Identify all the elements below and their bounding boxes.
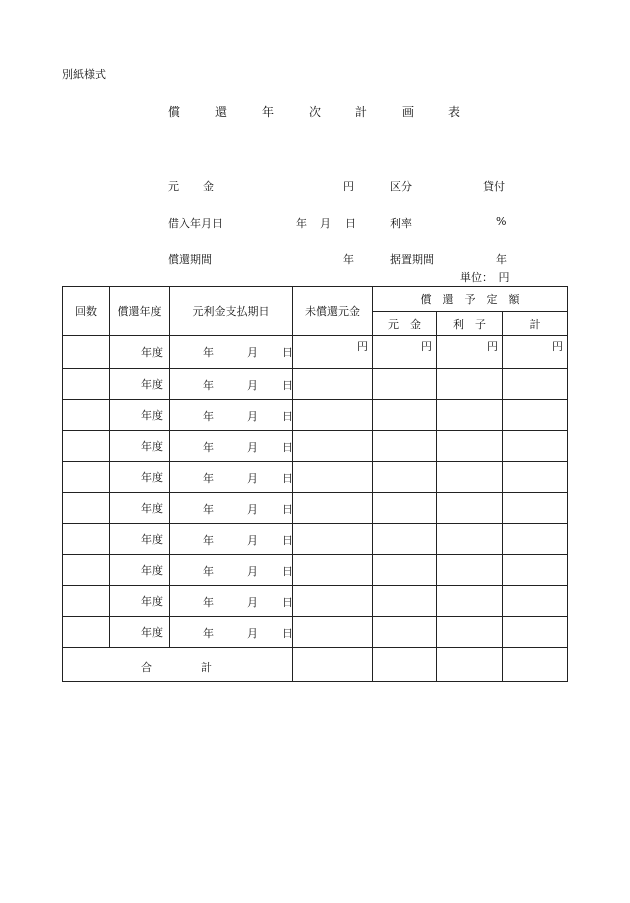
fiscal-year-cell bbox=[110, 617, 170, 648]
date-unit: 日 bbox=[282, 379, 293, 392]
date-unit: 月 bbox=[247, 627, 258, 640]
year-suffix: 年度 bbox=[141, 502, 163, 515]
total-label-char: 計 bbox=[201, 661, 212, 674]
outstanding-cell bbox=[293, 524, 373, 555]
header-fiscal-year: 償還年度 bbox=[110, 287, 170, 336]
principal-cell bbox=[373, 586, 437, 617]
rate-unit: % bbox=[496, 215, 507, 228]
outstanding-cell bbox=[293, 555, 373, 586]
fiscal-year-cell bbox=[110, 400, 170, 431]
pay-date-cell bbox=[170, 400, 293, 431]
interest-cell bbox=[437, 555, 503, 586]
header-count: 回数 bbox=[63, 287, 110, 336]
total-outstanding-cell bbox=[293, 648, 373, 682]
year-suffix: 年度 bbox=[141, 440, 163, 453]
interest-cell bbox=[437, 400, 503, 431]
year-suffix: 年度 bbox=[141, 595, 163, 608]
fiscal-year-cell bbox=[110, 493, 170, 524]
date-unit: 月 bbox=[247, 472, 258, 485]
pay-date-cell bbox=[170, 369, 293, 400]
outstanding-cell bbox=[293, 369, 373, 400]
date-unit: 日 bbox=[282, 441, 293, 454]
date-unit: 年 bbox=[203, 346, 214, 359]
category-value: 貸付 bbox=[483, 180, 505, 193]
date-unit: 年 bbox=[203, 410, 214, 423]
count-cell bbox=[63, 369, 110, 400]
pay-date-cell bbox=[170, 524, 293, 555]
pay-date-cell bbox=[170, 493, 293, 524]
table-row bbox=[63, 400, 568, 431]
header-pay-date: 元利金支払期日 bbox=[170, 287, 293, 336]
table-row bbox=[63, 336, 568, 369]
rate-label: 利率 bbox=[390, 217, 412, 230]
yen-unit: 円 bbox=[487, 340, 498, 353]
fiscal-year-cell bbox=[110, 524, 170, 555]
title-char: 次 bbox=[309, 105, 322, 119]
principal-cell bbox=[373, 400, 437, 431]
fiscal-year-cell bbox=[110, 586, 170, 617]
total-cell bbox=[503, 555, 568, 586]
yen-unit: 円 bbox=[357, 340, 368, 353]
year-suffix: 年度 bbox=[141, 533, 163, 546]
category-label: 区分 bbox=[390, 180, 412, 193]
date-unit: 日 bbox=[282, 503, 293, 516]
principal-label bbox=[168, 178, 179, 194]
interest-cell bbox=[437, 493, 503, 524]
date-unit: 日 bbox=[282, 627, 293, 640]
borrow-date-year: 年 bbox=[296, 217, 307, 230]
total-cell bbox=[503, 462, 568, 493]
count-cell bbox=[63, 462, 110, 493]
pay-date-cell bbox=[170, 462, 293, 493]
grace-unit: 年 bbox=[496, 253, 507, 266]
date-unit: 日 bbox=[282, 596, 293, 609]
date-unit: 年 bbox=[203, 627, 214, 640]
count-cell bbox=[63, 493, 110, 524]
document-title bbox=[0, 103, 630, 119]
title-char: 表 bbox=[448, 105, 461, 119]
table-row bbox=[63, 431, 568, 462]
count-cell bbox=[63, 555, 110, 586]
table-row bbox=[63, 586, 568, 617]
repayment-schedule-table bbox=[62, 286, 568, 682]
total-interest-cell bbox=[437, 648, 503, 682]
interest-cell bbox=[437, 586, 503, 617]
date-unit: 月 bbox=[247, 534, 258, 547]
date-unit: 年 bbox=[203, 503, 214, 516]
date-unit: 年 bbox=[203, 565, 214, 578]
date-unit: 年 bbox=[203, 534, 214, 547]
table-row bbox=[63, 493, 568, 524]
pay-date-cell bbox=[170, 586, 293, 617]
yen-unit: 円 bbox=[421, 340, 432, 353]
date-unit: 年 bbox=[203, 441, 214, 454]
total-cell bbox=[503, 493, 568, 524]
total-cell bbox=[503, 617, 568, 648]
date-unit: 日 bbox=[282, 472, 293, 485]
count-cell bbox=[63, 400, 110, 431]
total-cell bbox=[503, 431, 568, 462]
year-suffix: 年度 bbox=[141, 626, 163, 639]
total-sum-cell bbox=[503, 648, 568, 682]
principal-cell bbox=[373, 336, 437, 369]
table-row bbox=[63, 462, 568, 493]
principal-cell bbox=[373, 555, 437, 586]
date-unit: 月 bbox=[247, 503, 258, 516]
title-char: 計 bbox=[355, 105, 368, 119]
outstanding-cell bbox=[293, 462, 373, 493]
fiscal-year-cell bbox=[110, 462, 170, 493]
principal-cell bbox=[373, 617, 437, 648]
outstanding-cell bbox=[293, 617, 373, 648]
yen-unit: 円 bbox=[552, 340, 563, 353]
principal-cell bbox=[373, 431, 437, 462]
fiscal-year-cell bbox=[110, 431, 170, 462]
date-unit: 日 bbox=[282, 534, 293, 547]
interest-cell bbox=[437, 336, 503, 369]
date-unit: 月 bbox=[247, 565, 258, 578]
header-interest: 利 子 bbox=[437, 312, 503, 336]
year-suffix: 年度 bbox=[141, 471, 163, 484]
total-cell bbox=[503, 369, 568, 400]
count-cell bbox=[63, 336, 110, 369]
pay-date-cell bbox=[170, 555, 293, 586]
principal-cell bbox=[373, 369, 437, 400]
title-char: 還 bbox=[215, 105, 228, 119]
pay-date-cell bbox=[170, 617, 293, 648]
principal-label-char: 金 bbox=[203, 180, 214, 193]
table-row bbox=[63, 369, 568, 400]
principal-cell bbox=[373, 524, 437, 555]
date-unit: 年 bbox=[203, 472, 214, 485]
date-unit: 月 bbox=[247, 379, 258, 392]
date-unit: 年 bbox=[203, 379, 214, 392]
date-unit: 年 bbox=[203, 596, 214, 609]
header-principal: 元 金 bbox=[373, 312, 437, 336]
date-unit: 日 bbox=[282, 565, 293, 578]
pay-date-cell bbox=[170, 431, 293, 462]
outstanding-cell bbox=[293, 493, 373, 524]
total-cell bbox=[503, 524, 568, 555]
header-outstanding: 未償還元金 bbox=[293, 287, 373, 336]
date-unit: 月 bbox=[247, 441, 258, 454]
fiscal-year-cell bbox=[110, 369, 170, 400]
title-char: 画 bbox=[402, 105, 415, 119]
total-cell bbox=[503, 400, 568, 431]
period-unit: 年 bbox=[343, 253, 354, 266]
year-suffix: 年度 bbox=[141, 346, 163, 359]
date-unit: 月 bbox=[247, 410, 258, 423]
header-total: 計 bbox=[503, 312, 568, 336]
outstanding-cell bbox=[293, 586, 373, 617]
interest-cell bbox=[437, 617, 503, 648]
count-cell bbox=[63, 524, 110, 555]
count-cell bbox=[63, 586, 110, 617]
year-suffix: 年度 bbox=[141, 564, 163, 577]
unit-note: 単位： 円 bbox=[460, 271, 510, 284]
borrow-date-month: 月 bbox=[320, 217, 331, 230]
fiscal-year-cell bbox=[110, 336, 170, 369]
year-suffix: 年度 bbox=[141, 378, 163, 391]
date-unit: 月 bbox=[247, 346, 258, 359]
total-label-char: 合 bbox=[141, 661, 152, 674]
count-cell bbox=[63, 617, 110, 648]
table-row bbox=[63, 524, 568, 555]
total-cell bbox=[503, 586, 568, 617]
total-row bbox=[63, 648, 568, 682]
principal-unit: 円 bbox=[343, 180, 354, 193]
date-unit: 日 bbox=[282, 410, 293, 423]
title-char: 償 bbox=[168, 105, 181, 119]
borrow-date-day: 日 bbox=[345, 217, 356, 230]
table-row bbox=[63, 617, 568, 648]
date-unit: 日 bbox=[282, 346, 293, 359]
principal-cell bbox=[373, 462, 437, 493]
outstanding-cell bbox=[293, 431, 373, 462]
principal-label bbox=[203, 178, 214, 194]
principal-cell bbox=[373, 493, 437, 524]
interest-cell bbox=[437, 369, 503, 400]
outstanding-cell bbox=[293, 400, 373, 431]
fiscal-year-cell bbox=[110, 555, 170, 586]
header-scheduled: 償 還 予 定 額 bbox=[373, 287, 568, 312]
interest-cell bbox=[437, 431, 503, 462]
total-cell bbox=[503, 336, 568, 369]
principal-label-char: 元 bbox=[168, 180, 179, 193]
total-label-cell bbox=[63, 648, 293, 682]
period-label: 償還期間 bbox=[168, 253, 212, 266]
grace-label: 据置期間 bbox=[390, 253, 434, 266]
date-unit: 月 bbox=[247, 596, 258, 609]
interest-cell bbox=[437, 462, 503, 493]
total-principal-cell bbox=[373, 648, 437, 682]
pay-date-cell bbox=[170, 336, 293, 369]
interest-cell bbox=[437, 524, 503, 555]
outstanding-cell bbox=[293, 336, 373, 369]
form-label: 別紙様式 bbox=[62, 68, 106, 81]
borrow-date-label: 借入年月日 bbox=[168, 217, 223, 230]
table-row bbox=[63, 555, 568, 586]
title-char: 年 bbox=[262, 105, 275, 119]
count-cell bbox=[63, 431, 110, 462]
year-suffix: 年度 bbox=[141, 409, 163, 422]
